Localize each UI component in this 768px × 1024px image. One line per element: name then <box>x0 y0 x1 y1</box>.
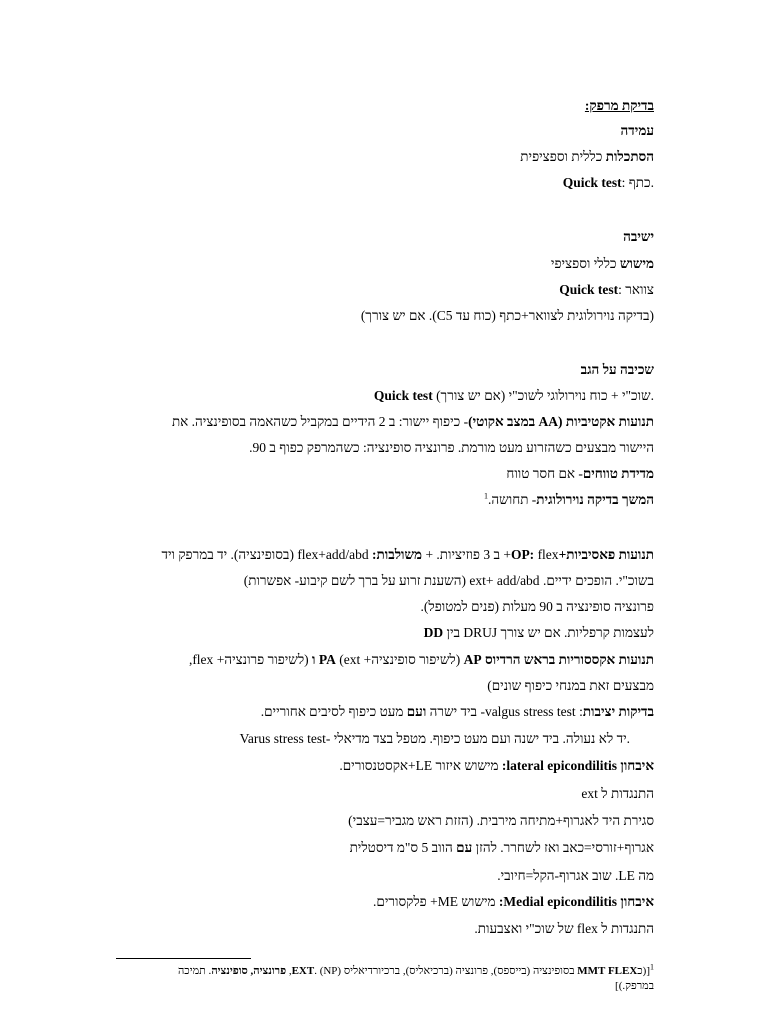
lateral-line-3: אגרוף+זורסי=כאב ואז לשחרר. להזן עם הווב 5 ס"מ דיסטלית <box>349 840 654 855</box>
sitting-neuro: (בדיקה נוירולוגית לצוואר+כתף (כוח עד C5). אם יש צורך) <box>360 308 654 323</box>
sitting-quick-test: Quick test: צוואר <box>559 282 654 297</box>
lateral-line-1: התנגדות ל ext <box>581 786 654 801</box>
active-movements-cont: היישור מבצעים כשהזרוע מעט מורמת. פרונציה סופינציה: כשהמרפק כפוף ב 90. <box>249 440 654 455</box>
accessory-cont: מבצעים זאת במנחי כיפוף שונים) <box>487 678 654 693</box>
footnote: $^1$[(כMMT FLEX בסופינציה (בייספס), פרונציה (ברכיאליס), ברכיורדיאליס (EXT. (NP, פרונציה, סופינציה. תמיכה <box>177 962 654 977</box>
lateral-epicondilitis: איבחון lateral epicondilitis: מישוש איזור LE+אקסטנסורים. <box>339 758 654 773</box>
medial-epicondilitis: איבחון Medial epicondilitis: מישוש ME+ פלקסורים. <box>373 894 654 909</box>
footnote-cont: במרפק.)] <box>615 980 654 992</box>
neuro-continuation: המשך בדיקה נוירולוגית- תחושה.$^1$ <box>484 491 654 507</box>
standing-heading: עמידה <box>620 123 654 138</box>
passive-movements: תנועות פאסיביות+OP: flex+ ב 3 פוזיציות. + משולבות: flex+add/abd (בסופינציה). יד במרפק ויד <box>161 547 654 562</box>
page-heading: בדיקת מרפק: <box>584 98 654 113</box>
supine-heading: שכיבה על הגב <box>580 362 654 377</box>
lateral-line-4: מה LE. שוב אגרוף-הקל=חיובי. <box>497 868 654 883</box>
sitting-palpation: מישוש כללי וספציפי <box>550 256 654 271</box>
standing-quick-test: Quick test: כתף. <box>562 175 654 190</box>
footnote-separator <box>116 958 251 959</box>
dd-line: DD בין DRUJ לעצמות קרפליות. אם יש צורך <box>423 625 654 640</box>
active-movements: תנועות אקטיביות (AA במצב אקוטי)- כיפוף יישור: ב 2 הידיים במקביל כשהאמה בסופינציה. את <box>171 414 654 429</box>
lateral-line-2: סגירת היד לאגרוף+מתיחה מירבית. (הזזת ראש מגביר=עצבי) <box>348 813 654 828</box>
range-measurement: מדידת טווחים- אם חסר טווח <box>506 466 654 481</box>
stability-tests: בדיקות יציבות: valgus stress test- ביד ישרה ועם מעט כיפוף לסיבים אחוריים. <box>260 704 654 719</box>
medial-line-1: התנגדות ל flex של שוכ"י ואצבעות. <box>474 921 654 936</box>
accessory-movements: תנועות אקססוריות בראש הרדיוס AP (לשיפור סופינציה+ ext) PA ו (לשיפור פרונציה+ flex, <box>188 652 654 667</box>
supine-quick-test: Quick test שוכ"י + כוח נוירולוגי לשוכ"י (אם יש צורך). <box>373 388 654 403</box>
passive-line-2: בשוכ"י. הופכים ידיים. ext+ add/abd (השענת זרוע על ברך לשם קיבוע- אפשרות) <box>243 573 654 588</box>
sitting-heading: ישיבה <box>623 229 654 244</box>
varus-test: Varus stress test- יד לא נעולה. ביד ישנה ועם מעט כיפוף. מטפל בצד מדיאלי. <box>239 731 630 746</box>
passive-line-3: פרונציה סופינציה ב 90 מעלות (פנים למטופל). <box>420 599 654 614</box>
standing-observation: הסתכלות כללית וספציפית <box>520 149 654 164</box>
